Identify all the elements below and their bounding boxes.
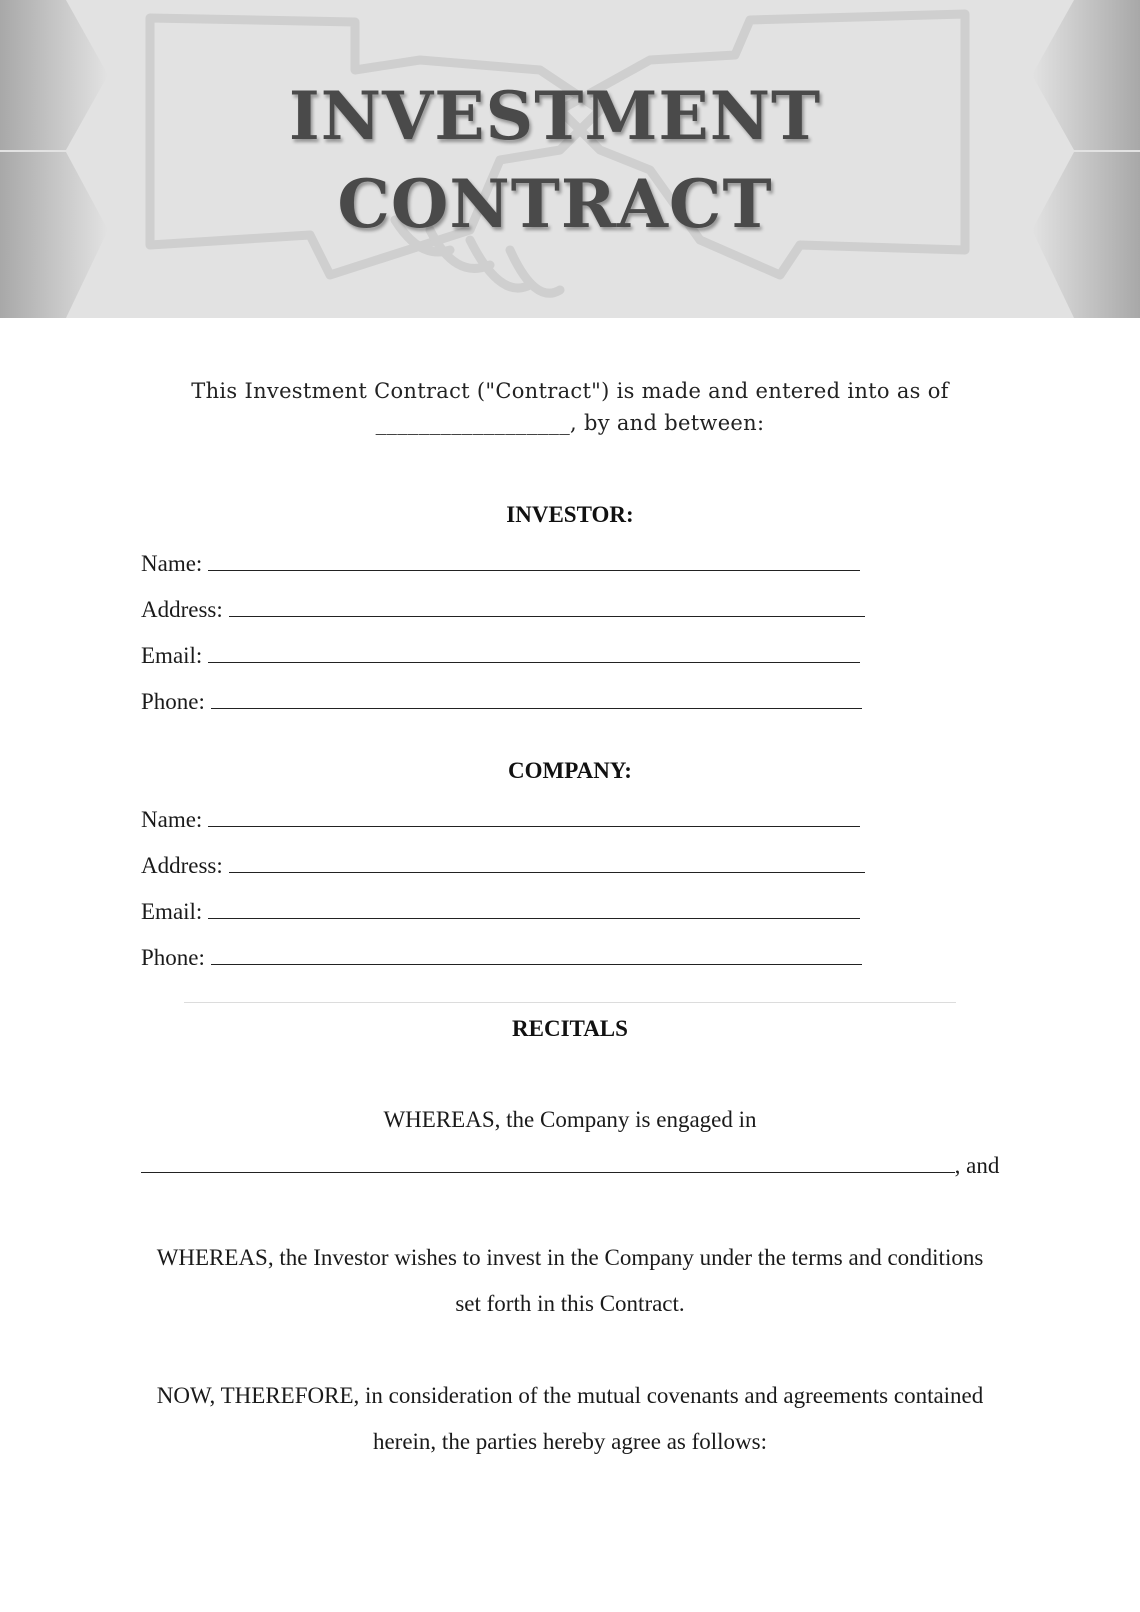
investor-phone-field[interactable] xyxy=(141,686,862,717)
investor-heading: INVESTOR: xyxy=(506,502,634,527)
company-name-line[interactable] xyxy=(208,804,860,827)
investor-email-line[interactable] xyxy=(208,640,860,663)
company-email-field[interactable] xyxy=(141,896,860,927)
company-address-label: Address: xyxy=(141,853,223,878)
investor-email-field[interactable] xyxy=(141,640,860,671)
investor-address-label: Address: xyxy=(141,597,223,622)
company-email-label: Email: xyxy=(141,899,203,924)
company-name-label: Name: xyxy=(141,807,203,832)
whereas-company-paragraph xyxy=(100,1097,1040,1189)
company-phone-line[interactable] xyxy=(211,942,862,965)
whereas-company-blank-row xyxy=(100,1143,1040,1189)
intro-line-1: This Investment Contract ("Contract") is made and entered into as of xyxy=(191,379,949,403)
investor-name-label: Name: xyxy=(141,551,203,576)
intro-line-2: __________________, by and between: xyxy=(375,411,765,435)
whereas-investor-line-2: set forth in this Contract. xyxy=(455,1291,685,1316)
whereas-investor-paragraph xyxy=(100,1235,1040,1327)
company-heading: COMPANY: xyxy=(508,758,632,783)
company-phone-label: Phone: xyxy=(141,945,205,970)
whereas-company-line: WHEREAS, the Company is engaged in xyxy=(383,1107,757,1132)
whereas-investor-line-1: WHEREAS, the Investor wishes to invest in the Company under the terms and conditions xyxy=(156,1245,984,1270)
investor-name-line[interactable] xyxy=(208,548,860,571)
investor-phone-label: Phone: xyxy=(141,689,205,714)
header-banner xyxy=(0,0,1140,318)
now-therefore-line-1: NOW, THEREFORE, in consideration of the mutual covenants and agreements contained xyxy=(156,1383,984,1408)
document-title xyxy=(0,72,1110,248)
title-line-2: CONTRACT xyxy=(337,165,773,243)
whereas-company-suffix: , and xyxy=(954,1153,1000,1178)
company-address-line[interactable] xyxy=(229,850,865,873)
company-phone-field[interactable] xyxy=(141,942,862,973)
now-therefore-line-2: herein, the parties hereby agree as follows: xyxy=(372,1429,768,1454)
company-email-line[interactable] xyxy=(208,896,860,919)
company-name-field[interactable] xyxy=(141,804,860,835)
section-divider xyxy=(184,1002,956,1003)
now-therefore-paragraph xyxy=(100,1373,1040,1465)
investor-address-line[interactable] xyxy=(229,594,865,617)
investor-address-field[interactable] xyxy=(141,594,865,625)
investor-email-label: Email: xyxy=(141,643,203,668)
title-line-1: INVESTMENT xyxy=(288,77,822,155)
recitals-heading: RECITALS xyxy=(512,1016,628,1041)
company-address-field[interactable] xyxy=(141,850,865,881)
intro-paragraph xyxy=(170,375,970,439)
company-business-blank[interactable] xyxy=(141,1150,955,1173)
investor-phone-line[interactable] xyxy=(211,686,862,709)
investor-name-field[interactable] xyxy=(141,548,860,579)
